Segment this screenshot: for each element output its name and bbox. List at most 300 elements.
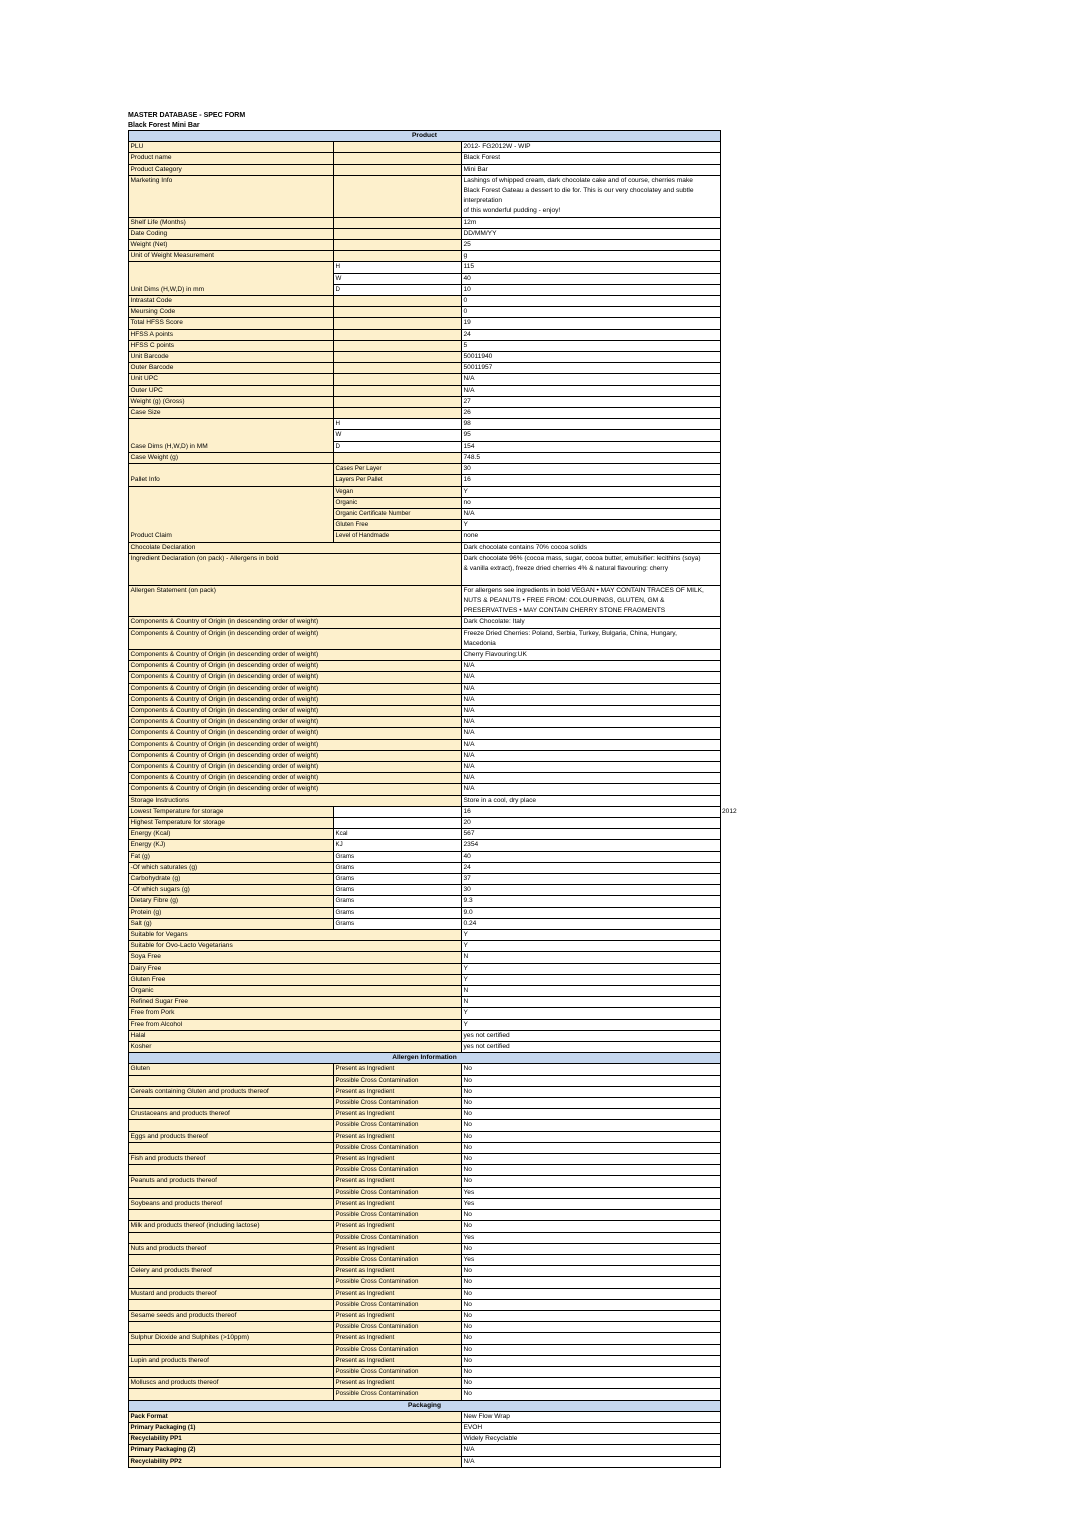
table-row bbox=[129, 228, 721, 239]
cross-contamination-label: Possible Cross Contamination bbox=[334, 1120, 462, 1131]
component-2-value-line: Macedonia bbox=[463, 639, 496, 647]
total_hfss-blank bbox=[334, 318, 462, 329]
ingredient-decl-label: Ingredient Declaration (on pack) - Allergens in bold bbox=[129, 553, 462, 585]
case_weight-label: Case Weight (g) bbox=[129, 452, 334, 463]
hfss_c-blank bbox=[334, 340, 462, 351]
table-row bbox=[129, 649, 721, 660]
allergen-peanuts-label: Peanuts and products thereof bbox=[129, 1176, 334, 1187]
ingredient-decl-value-line: & vanilla extract), freeze dried cherries 4% & natural flavouring: cherry bbox=[463, 564, 668, 572]
saturates-label: -Of which saturates (g) bbox=[129, 862, 334, 873]
table-row bbox=[129, 750, 721, 761]
table-row bbox=[129, 1422, 721, 1433]
table-row bbox=[129, 761, 721, 772]
salt-value: 0.24 bbox=[462, 918, 721, 929]
product_category-blank bbox=[334, 164, 462, 175]
allergen-crustaceans-cross: No bbox=[462, 1120, 721, 1131]
table-row bbox=[129, 1299, 721, 1310]
component-14-value: N/A bbox=[462, 773, 721, 784]
layers-per-pallet-value: 16 bbox=[462, 475, 721, 486]
case_weight-blank bbox=[334, 452, 462, 463]
unit-dims-w-value: 40 bbox=[462, 273, 721, 284]
highest-temp-label: Highest Temperature for storage bbox=[129, 817, 334, 828]
suitable_vegans-value: Y bbox=[462, 930, 721, 941]
components-label: Components & Country of Origin (in descending order of weight) bbox=[129, 683, 462, 694]
present-as-ingredient-label: Present as Ingredient bbox=[334, 1333, 462, 1344]
allergen-mustard-blank bbox=[129, 1299, 334, 1310]
packaging-recyc2-label: Recyclability PP2 bbox=[129, 1456, 462, 1467]
chocolate_decl-label: Chocolate Declaration bbox=[129, 542, 462, 553]
components-label: Components & Country of Origin (in descending order of weight) bbox=[129, 784, 462, 795]
allergen-molluscs-cross: No bbox=[462, 1389, 721, 1400]
table-row bbox=[129, 1120, 721, 1131]
component-5-value: N/A bbox=[462, 672, 721, 683]
component-9-value: N/A bbox=[462, 717, 721, 728]
table-row bbox=[129, 307, 721, 318]
plu-value: 2012- FG2012W - WIP bbox=[462, 142, 721, 153]
suitable_ovo-value: Y bbox=[462, 941, 721, 952]
table-row bbox=[129, 296, 721, 307]
cross-contamination-label: Possible Cross Contamination bbox=[334, 1322, 462, 1333]
table-row bbox=[129, 840, 721, 851]
packaging-primary2-value: N/A bbox=[462, 1445, 721, 1456]
allergen-statement-label: Allergen Statement (on pack) bbox=[129, 585, 462, 617]
allergen-soybeans-cross: No bbox=[462, 1210, 721, 1221]
storage-value: Store in a cool, dry place bbox=[462, 795, 721, 806]
table-row bbox=[129, 262, 721, 273]
fat-value: 40 bbox=[462, 851, 721, 862]
pallet-info-label bbox=[129, 464, 334, 486]
free_pork-label: Free from Pork bbox=[129, 1008, 462, 1019]
cross-contamination-label: Possible Cross Contamination bbox=[334, 1254, 462, 1265]
cross-contamination-label: Possible Cross Contamination bbox=[334, 1098, 462, 1109]
table-row bbox=[129, 1243, 721, 1254]
sugars-unit: Grams bbox=[334, 885, 462, 896]
case-dims-label: Case Dims (H,W,D) in MM bbox=[129, 419, 334, 453]
table-row bbox=[129, 251, 721, 262]
allergen-statement-value-line: PRESERVATIVES • MAY CONTAIN CHERRY STONE FRAGMENTS bbox=[463, 607, 666, 615]
table-row bbox=[129, 907, 721, 918]
claim-organic-value: no bbox=[462, 497, 721, 508]
plu-label: PLU bbox=[129, 142, 334, 153]
product_category-value: Mini Bar bbox=[462, 164, 721, 175]
unit_barcode-value: 50011940 bbox=[462, 352, 721, 363]
energy_kj-unit: KJ bbox=[334, 840, 462, 851]
protein-label: Protein (g) bbox=[129, 907, 334, 918]
table-row bbox=[129, 986, 721, 997]
table-row bbox=[129, 705, 721, 716]
fat-unit: Grams bbox=[334, 851, 462, 862]
allergen-cereals-blank bbox=[129, 1098, 334, 1109]
table-row bbox=[129, 1434, 721, 1445]
outer_barcode-label: Outer Barcode bbox=[129, 363, 334, 374]
meursing-label: Meursing Code bbox=[129, 307, 334, 318]
claim-organic-label: Organic bbox=[334, 497, 462, 508]
table-row bbox=[129, 175, 721, 217]
marketing-blank bbox=[334, 175, 462, 217]
cases-per-layer-value: 30 bbox=[462, 464, 721, 475]
table-row bbox=[129, 717, 721, 728]
outer_barcode-value: 50011957 bbox=[462, 363, 721, 374]
dairy_free-value: Y bbox=[462, 963, 721, 974]
intrastat-value: 0 bbox=[462, 296, 721, 307]
hfss_a-label: HFSS A points bbox=[129, 329, 334, 340]
dairy_free-label: Dairy Free bbox=[129, 963, 462, 974]
carbs-label: Carbohydrate (g) bbox=[129, 874, 334, 885]
claim-gluten_free-label: Gluten Free bbox=[334, 520, 462, 531]
halal-label: Halal bbox=[129, 1030, 462, 1041]
intrastat-label: Intrastat Code bbox=[129, 296, 334, 307]
allergen-crustaceans-blank bbox=[129, 1120, 334, 1131]
table-row bbox=[129, 1344, 721, 1355]
table-row bbox=[129, 930, 721, 941]
energy_kcal-unit: Kcal bbox=[334, 829, 462, 840]
organic2-value: N bbox=[462, 986, 721, 997]
table-row bbox=[129, 1333, 721, 1344]
section-header-allergen: Allergen Information bbox=[129, 1053, 721, 1064]
unit_barcode-label: Unit Barcode bbox=[129, 352, 334, 363]
allergen-milk-present: No bbox=[462, 1221, 721, 1232]
energy_kcal-label: Energy (Kcal) bbox=[129, 829, 334, 840]
weight_net-value: 25 bbox=[462, 240, 721, 251]
allergen-sesame-cross: No bbox=[462, 1322, 721, 1333]
claim-vegan-value: Y bbox=[462, 486, 721, 497]
component-4-value: N/A bbox=[462, 661, 721, 672]
table-row bbox=[129, 585, 721, 617]
weight_gross-label: Weight (g) (Gross) bbox=[129, 396, 334, 407]
case-dims-h-label: H bbox=[334, 419, 462, 430]
present-as-ingredient-label: Present as Ingredient bbox=[334, 1198, 462, 1209]
marketing-label: Marketing Info bbox=[129, 175, 334, 217]
component-10-value: N/A bbox=[462, 728, 721, 739]
hfss_a-value: 24 bbox=[462, 329, 721, 340]
unit_upc-blank bbox=[334, 374, 462, 385]
allergen-peanuts-cross: Yes bbox=[462, 1187, 721, 1198]
table-row bbox=[129, 817, 721, 828]
table-row bbox=[129, 728, 721, 739]
energy_kcal-value: 567 bbox=[462, 829, 721, 840]
table-row bbox=[129, 952, 721, 963]
components-label: Components & Country of Origin (in descending order of weight) bbox=[129, 739, 462, 750]
table-row bbox=[129, 1075, 721, 1086]
lowest-temp-value: 16 bbox=[462, 806, 721, 817]
allergen-eggs-present: No bbox=[462, 1131, 721, 1142]
lowest-temp-blank bbox=[334, 806, 462, 817]
date_coding-blank bbox=[334, 228, 462, 239]
shelf_life-blank bbox=[334, 217, 462, 228]
table-row bbox=[129, 941, 721, 952]
unit_of_weight-blank bbox=[334, 251, 462, 262]
allergen-soybeans-blank bbox=[129, 1210, 334, 1221]
claim-organic_cert-label: Organic Certificate Number bbox=[334, 508, 462, 519]
allergen-molluscs-blank bbox=[129, 1389, 334, 1400]
marketing-value bbox=[462, 175, 721, 217]
cross-contamination-label: Possible Cross Contamination bbox=[334, 1277, 462, 1288]
components-label: Components & Country of Origin (in descending order of weight) bbox=[129, 705, 462, 716]
unit_of_weight-label: Unit of Weight Measurement bbox=[129, 251, 334, 262]
components-label: Components & Country of Origin (in descending order of weight) bbox=[129, 717, 462, 728]
present-as-ingredient-label: Present as Ingredient bbox=[334, 1310, 462, 1321]
section-header-product: Product bbox=[129, 131, 721, 142]
present-as-ingredient-label: Present as Ingredient bbox=[334, 1221, 462, 1232]
fibre-unit: Grams bbox=[334, 896, 462, 907]
table-row bbox=[129, 1086, 721, 1097]
product_name-value: Black Forest bbox=[462, 153, 721, 164]
table-row bbox=[129, 784, 721, 795]
case-dims-w-value: 95 bbox=[462, 430, 721, 441]
allergen-peanuts-present: No bbox=[462, 1176, 721, 1187]
table-row bbox=[129, 1389, 721, 1400]
present-as-ingredient-label: Present as Ingredient bbox=[334, 1064, 462, 1075]
table-row bbox=[129, 396, 721, 407]
table-row bbox=[129, 217, 721, 228]
product_name-label: Product name bbox=[129, 153, 334, 164]
allergen-statement-value-line: For allergens see ingredients in bold VEGAN • MAY CONTAIN TRACES OF MILK, bbox=[463, 586, 704, 594]
components-label: Components & Country of Origin (in descending order of weight) bbox=[129, 672, 462, 683]
section-header-packaging: Packaging bbox=[129, 1400, 721, 1411]
free_alcohol-value: Y bbox=[462, 1019, 721, 1030]
allergen-lupin-blank bbox=[129, 1366, 334, 1377]
table-row bbox=[129, 683, 721, 694]
allergen-crustaceans-present: No bbox=[462, 1109, 721, 1120]
fibre-value: 9.3 bbox=[462, 896, 721, 907]
allergen-celery-blank bbox=[129, 1277, 334, 1288]
weight_gross-value: 27 bbox=[462, 396, 721, 407]
case-dims-w-label: W bbox=[334, 430, 462, 441]
allergen-nuts-present: No bbox=[462, 1243, 721, 1254]
case-dims-d-value: 154 bbox=[462, 441, 721, 452]
case_size-value: 26 bbox=[462, 408, 721, 419]
cross-contamination-label: Possible Cross Contamination bbox=[334, 1075, 462, 1086]
outer_upc-blank bbox=[334, 385, 462, 396]
unit_upc-value: N/A bbox=[462, 374, 721, 385]
table-row bbox=[129, 885, 721, 896]
present-as-ingredient-label: Present as Ingredient bbox=[334, 1109, 462, 1120]
allergen-statement-value bbox=[462, 585, 721, 617]
allergen-celery-present: No bbox=[462, 1266, 721, 1277]
component-2-value-line: Freeze Dried Cherries: Poland, Serbia, Turkey, Bulgaria, China, Hungary, bbox=[463, 629, 677, 637]
components-label: Components & Country of Origin (in descending order of weight) bbox=[129, 728, 462, 739]
soya_free-label: Soya Free bbox=[129, 952, 462, 963]
allergen-sesame-blank bbox=[129, 1322, 334, 1333]
table-row bbox=[129, 896, 721, 907]
claim-gluten_free-value: Y bbox=[462, 520, 721, 531]
table-row bbox=[129, 419, 721, 430]
table-row bbox=[129, 1053, 721, 1064]
table-row bbox=[129, 542, 721, 553]
unit-dims-d-value: 10 bbox=[462, 284, 721, 295]
halal-value: yes not certified bbox=[462, 1030, 721, 1041]
energy_kj-label: Energy (KJ) bbox=[129, 840, 334, 851]
table-row bbox=[129, 694, 721, 705]
allergen-nuts-label: Nuts and products thereof bbox=[129, 1243, 334, 1254]
table-row bbox=[129, 974, 721, 985]
table-row bbox=[129, 739, 721, 750]
free_pork-value: Y bbox=[462, 1008, 721, 1019]
allergen-sulphur-cross: No bbox=[462, 1344, 721, 1355]
table-row bbox=[129, 1277, 721, 1288]
suitable_vegans-label: Suitable for Vegans bbox=[129, 930, 462, 941]
table-row bbox=[129, 1198, 721, 1209]
table-row bbox=[129, 829, 721, 840]
marketing-value-line: interpretation bbox=[463, 197, 502, 205]
table-row bbox=[129, 318, 721, 329]
allergen-mustard-label: Mustard and products thereof bbox=[129, 1288, 334, 1299]
organic2-label: Organic bbox=[129, 986, 462, 997]
ingredient-decl-value-line: Dark chocolate 96% (cocoa mass, sugar, cocoa butter, emulsifier: lecithins (soya) bbox=[463, 554, 701, 562]
product-claim-label: Product Claim bbox=[129, 486, 334, 542]
free_alcohol-label: Free from Alcohol bbox=[129, 1019, 462, 1030]
allergen-sesame-present: No bbox=[462, 1310, 721, 1321]
lowest-temp-label: Lowest Temperature for storage bbox=[129, 806, 334, 817]
table-row bbox=[129, 363, 721, 374]
packaging-primary1-value: EVOH bbox=[462, 1422, 721, 1433]
table-row bbox=[129, 874, 721, 885]
allergen-fish-label: Fish and products thereof bbox=[129, 1154, 334, 1165]
product_name-blank bbox=[334, 153, 462, 164]
hfss_c-value: 5 bbox=[462, 340, 721, 351]
document-title: MASTER DATABASE - SPEC FORM bbox=[128, 112, 246, 119]
table-row bbox=[129, 795, 721, 806]
kosher-label: Kosher bbox=[129, 1042, 462, 1053]
component-11-value: N/A bbox=[462, 739, 721, 750]
present-as-ingredient-label: Present as Ingredient bbox=[334, 1086, 462, 1097]
present-as-ingredient-label: Present as Ingredient bbox=[334, 1355, 462, 1366]
table-row bbox=[129, 773, 721, 784]
table-row bbox=[129, 452, 721, 463]
allergen-fish-blank bbox=[129, 1165, 334, 1176]
component-13-value: N/A bbox=[462, 761, 721, 772]
claim-handmade-label: Level of Handmade bbox=[334, 531, 462, 542]
case_weight-value: 748.5 bbox=[462, 452, 721, 463]
cross-contamination-label: Possible Cross Contamination bbox=[334, 1344, 462, 1355]
weight_gross-blank bbox=[334, 396, 462, 407]
unit_of_weight-value: g bbox=[462, 251, 721, 262]
claim-vegan-label: Vegan bbox=[334, 486, 462, 497]
table-row bbox=[129, 153, 721, 164]
unit-dims-d-label: D bbox=[334, 284, 462, 295]
present-as-ingredient-label: Present as Ingredient bbox=[334, 1266, 462, 1277]
sugars-label: -Of which sugars (g) bbox=[129, 885, 334, 896]
soya_free-value: N bbox=[462, 952, 721, 963]
cases-per-layer-label: Cases Per Layer bbox=[334, 464, 462, 475]
table-row bbox=[129, 1109, 721, 1120]
table-row bbox=[129, 1366, 721, 1377]
table-row bbox=[129, 661, 721, 672]
packaging-primary2-label: Primary Packaging (2) bbox=[129, 1445, 462, 1456]
chocolate_decl-value: Dark chocolate contains 70% cocoa solids bbox=[462, 542, 721, 553]
weight_net-blank bbox=[334, 240, 462, 251]
table-row bbox=[129, 1142, 721, 1153]
components-label: Components & Country of Origin (in descending order of weight) bbox=[129, 750, 462, 761]
allergen-eggs-blank bbox=[129, 1142, 334, 1153]
allergen-gluten-label: Gluten bbox=[129, 1064, 334, 1075]
saturates-unit: Grams bbox=[334, 862, 462, 873]
layers-per-pallet-label: Layers Per Pallet bbox=[334, 475, 462, 486]
allergen-sesame-label: Sesame seeds and products thereof bbox=[129, 1310, 334, 1321]
refined_sugar_free-label: Refined Sugar Free bbox=[129, 997, 462, 1008]
cross-contamination-label: Possible Cross Contamination bbox=[334, 1299, 462, 1310]
salt-unit: Grams bbox=[334, 918, 462, 929]
fat-label: Fat (g) bbox=[129, 851, 334, 862]
product_category-label: Product Category bbox=[129, 164, 334, 175]
table-row bbox=[129, 963, 721, 974]
outer_barcode-blank bbox=[334, 363, 462, 374]
allergen-gluten-present: No bbox=[462, 1064, 721, 1075]
present-as-ingredient-label: Present as Ingredient bbox=[334, 1243, 462, 1254]
table-row bbox=[129, 553, 721, 585]
component-2-value bbox=[462, 628, 721, 649]
allergen-soybeans-label: Soybeans and products thereof bbox=[129, 1198, 334, 1209]
packaging-recyc2-value: N/A bbox=[462, 1456, 721, 1467]
table-row bbox=[129, 164, 721, 175]
allergen-lupin-present: No bbox=[462, 1355, 721, 1366]
table-row bbox=[129, 385, 721, 396]
carbs-value: 37 bbox=[462, 874, 721, 885]
allergen-celery-cross: No bbox=[462, 1277, 721, 1288]
packaging-pack_format-value: New Flow Wrap bbox=[462, 1411, 721, 1422]
refined_sugar_free-value: N bbox=[462, 997, 721, 1008]
table-row bbox=[129, 806, 721, 817]
table-row bbox=[129, 1176, 721, 1187]
saturates-value: 24 bbox=[462, 862, 721, 873]
allergen-milk-cross: Yes bbox=[462, 1232, 721, 1243]
packaging-pack_format-label: Pack Format bbox=[129, 1411, 462, 1422]
allergen-statement-value-line: NUTS & PEANUTS • FREE FROM: COLOURINGS, GLUTEN, GM & bbox=[463, 596, 665, 604]
allergen-sulphur-present: No bbox=[462, 1333, 721, 1344]
spec-table bbox=[128, 130, 721, 1468]
unit-dims-h-label: H bbox=[334, 262, 462, 273]
components-label: Components & Country of Origin (in descending order of weight) bbox=[129, 617, 462, 628]
present-as-ingredient-label: Present as Ingredient bbox=[334, 1154, 462, 1165]
cross-contamination-label: Possible Cross Contamination bbox=[334, 1142, 462, 1153]
salt-label: Salt (g) bbox=[129, 918, 334, 929]
cross-contamination-label: Possible Cross Contamination bbox=[334, 1187, 462, 1198]
table-row bbox=[129, 918, 721, 929]
hfss_c-label: HFSS C points bbox=[129, 340, 334, 351]
allergen-milk-blank bbox=[129, 1232, 334, 1243]
kosher-value: yes not certified bbox=[462, 1042, 721, 1053]
unit-dims-h-value: 115 bbox=[462, 262, 721, 273]
table-row bbox=[129, 1030, 721, 1041]
component-8-value: N/A bbox=[462, 705, 721, 716]
table-row bbox=[129, 862, 721, 873]
marketing-value-line: Lashings of whipped cream, dark chocolate cake and of course, cherries make bbox=[463, 176, 693, 184]
protein-unit: Grams bbox=[334, 907, 462, 918]
component-6-value: N/A bbox=[462, 683, 721, 694]
components-label: Components & Country of Origin (in descending order of weight) bbox=[129, 773, 462, 784]
component-12-value: N/A bbox=[462, 750, 721, 761]
meursing-value: 0 bbox=[462, 307, 721, 318]
ingredient-decl-value bbox=[462, 553, 721, 585]
allergen-eggs-cross: No bbox=[462, 1142, 721, 1153]
table-row bbox=[129, 1355, 721, 1366]
unit_upc-label: Unit UPC bbox=[129, 374, 334, 385]
unit_barcode-blank bbox=[334, 352, 462, 363]
table-row bbox=[129, 1019, 721, 1030]
table-row bbox=[129, 486, 721, 497]
gluten_free2-label: Gluten Free bbox=[129, 974, 462, 985]
allergen-gluten-blank bbox=[129, 1075, 334, 1086]
table-row bbox=[129, 1400, 721, 1411]
components-label: Components & Country of Origin (in descending order of weight) bbox=[129, 628, 462, 649]
unit-dims-w-label: W bbox=[334, 273, 462, 284]
outer_upc-value: N/A bbox=[462, 385, 721, 396]
present-as-ingredient-label: Present as Ingredient bbox=[334, 1378, 462, 1389]
allergen-nuts-blank bbox=[129, 1254, 334, 1265]
marketing-value-line: of this wonderful pudding - enjoy! bbox=[463, 207, 561, 215]
shelf_life-value: 12m bbox=[462, 217, 721, 228]
table-row bbox=[129, 1456, 721, 1467]
